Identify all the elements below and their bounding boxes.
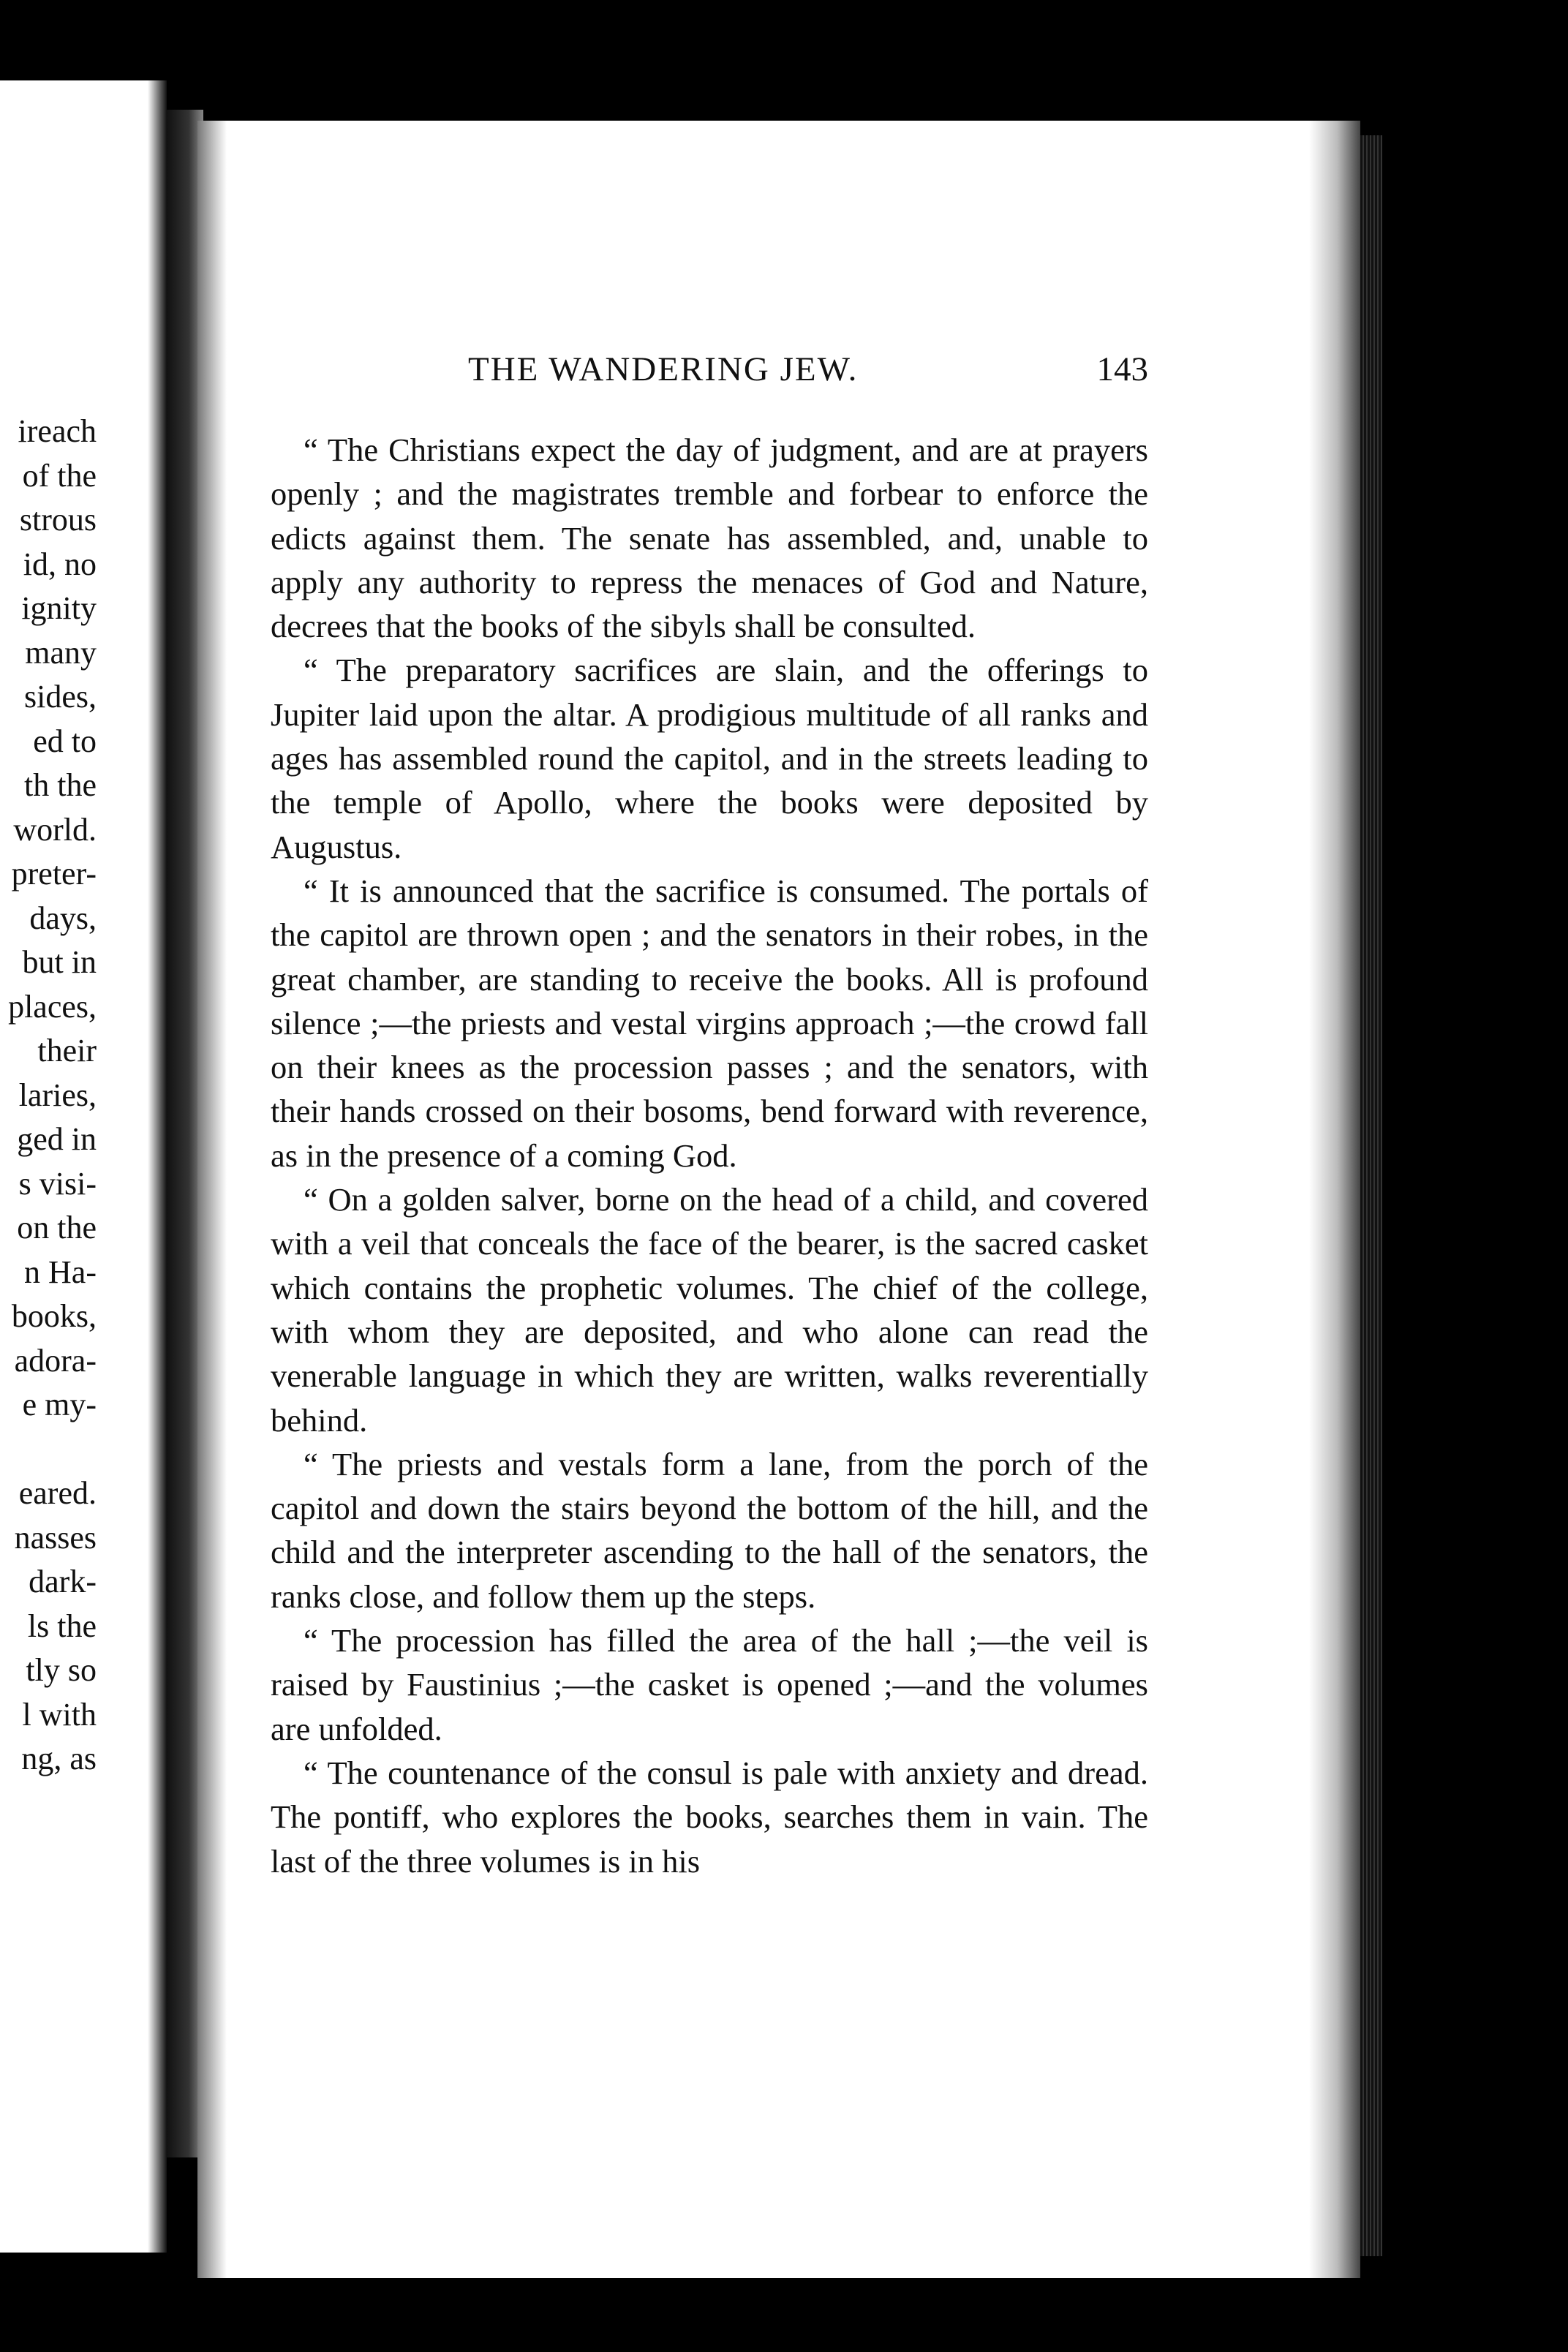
gutter-shadow xyxy=(148,80,167,2253)
left-page-line: ls the xyxy=(27,1607,97,1644)
left-page-line: days, xyxy=(29,900,97,936)
left-page-line: places, xyxy=(8,988,97,1025)
page-inner-shadow xyxy=(197,121,227,2278)
left-page-line: nasses xyxy=(14,1519,97,1556)
left-page-line: th the xyxy=(24,767,97,803)
left-page-line: id, no xyxy=(23,546,97,582)
paragraph: “ The preparatory sacrifices are slain, and the offerings to Jupiter laid upon the altar. A prodigious multitude of all ranks and ages has assembled round the capitol, and in the streets leading to the temple of Apollo, where the books were deposited by Augustus. xyxy=(271,652,1148,865)
left-page-line: ng, as xyxy=(21,1741,97,1776)
left-page-line: dark- xyxy=(29,1564,97,1599)
left-page-line: tly so xyxy=(26,1652,97,1688)
left-page-line: on the xyxy=(17,1210,97,1245)
left-page-line: laries, xyxy=(18,1077,97,1113)
left-page-line: strous xyxy=(19,502,97,538)
left-page-line: adora- xyxy=(14,1342,97,1379)
left-page-line: but in xyxy=(22,944,97,980)
running-title: THE WANDERING JEW. xyxy=(468,350,859,388)
left-page-line: n Ha- xyxy=(24,1254,97,1290)
paragraph: “ The priests and vestals form a lane, from the porch of the capitol and down the stairs beyond the bottom of the hill, and the child and the interpreter ascending to the hall of the senators, the ranks close, and follow them up the steps. xyxy=(271,1445,1148,1615)
left-page-line: many xyxy=(25,634,97,671)
left-page-line: ed to xyxy=(33,723,97,759)
left-page-line: sides, xyxy=(24,679,97,715)
page-header xyxy=(468,350,1148,393)
left-page-line: e my- xyxy=(22,1387,97,1422)
left-page-line: world. xyxy=(13,811,97,848)
page-fore-edge xyxy=(1360,135,1382,2256)
left-page-line: ireach xyxy=(18,413,97,449)
left-page-line: ged in xyxy=(17,1121,97,1157)
paragraph: “ It is announced that the sacrifice is consumed. The portals of the capitol are thrown open ; and the senators in their robes, in the great chamber, are standing to receive the books. All is profound silence ;—the priests and vestal virgins approach ;—the crowd fall on their knees as the procession passes ; and the senators, with their hands crossed on their bosoms, bend forward with reverence, as in the presence of a coming God. xyxy=(271,872,1148,1174)
left-page-line: preter- xyxy=(11,856,97,892)
paragraph: “ On a golden salver, borne on the head of a child, and covered with a veil that conceals the face of the bearer, is the sacred casket which contains the prophetic volumes. The chief of the college, with whom they are deposited, and who alone can read the venerable language in which they are written, walks reverentially behind. xyxy=(271,1181,1148,1439)
paragraph: “ The procession has filled the area of the hall ;—the veil is raised by Faustinius ;—the casket is opened ;—and the volumes are unfolded. xyxy=(271,1622,1148,1747)
left-facing-page xyxy=(0,80,167,2253)
left-page-line: their xyxy=(37,1033,97,1068)
left-page-line: of the xyxy=(22,457,97,494)
page-number: 143 xyxy=(1096,350,1148,388)
left-page-line: books, xyxy=(11,1298,97,1334)
left-page-line: ignity xyxy=(21,590,97,626)
paragraph: “ The Christians expect the day of judgment, and are at prayers openly ; and the magistrates tremble and forbear to enforce the edicts against them. The senate has assembled, and, unable to apply any authority to repress the menaces of God and Nature, decrees that the books of the sibyls shall be consulted. xyxy=(271,431,1148,645)
body-text xyxy=(271,428,1148,1883)
page-outer-shadow xyxy=(1309,121,1360,2278)
paragraph: “ The countenance of the consul is pale with anxiety and dread. The pontiff, who explores the books, searches them in vain. The last of the three volumes is in his xyxy=(271,1754,1148,1880)
left-page-line: s visi- xyxy=(18,1165,97,1202)
left-page-line: l with xyxy=(22,1696,97,1733)
left-page-line: eared. xyxy=(18,1475,97,1511)
